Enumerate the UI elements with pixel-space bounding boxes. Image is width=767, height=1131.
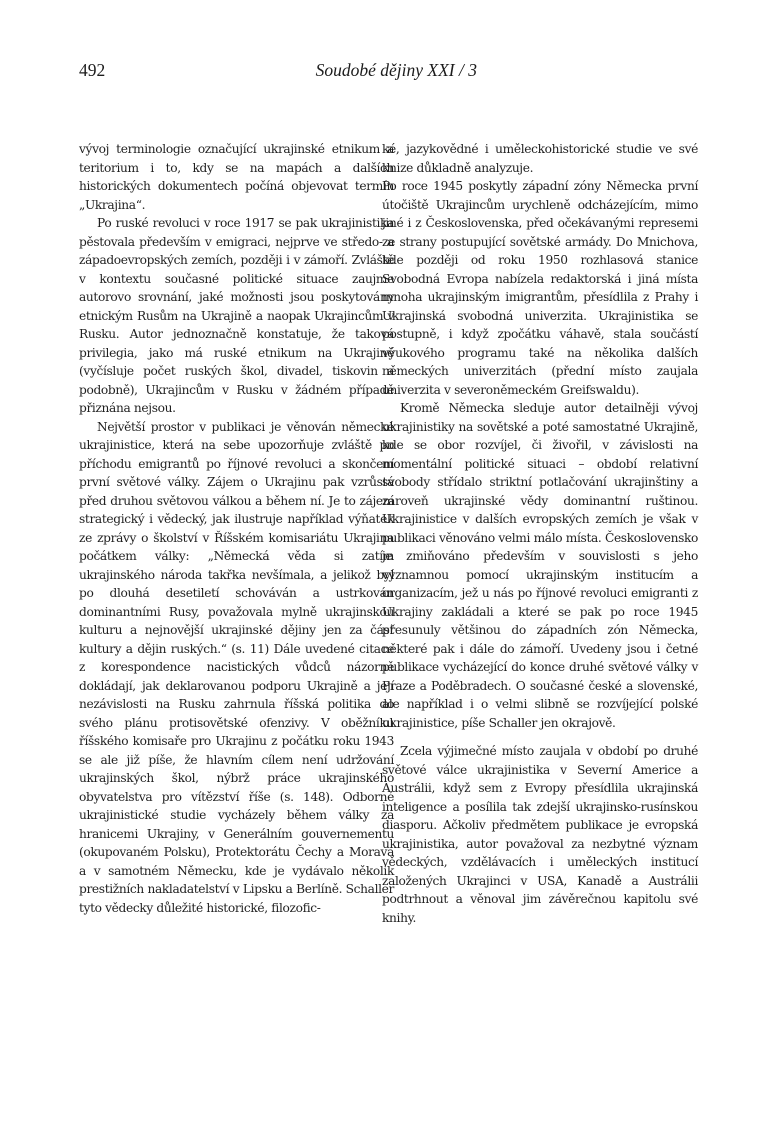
paragraph: Po ruské revoluci v roce 1917 se pak ukrajinistika pěstovala především v emigraci, nejprve ve středo- a západoevropských zemích, později i v zámoří. Zvláště v kontextu současné politické situace zaujme autorovo srovnání, jaké možnosti jsou poskytovány etnickým Rusům na Ukrajině a naopak Ukrajincům v Rusku. Autor jednoznačně konstatuje, že taková privilegia, jako má ruské etnikum na Ukrajině (vyčísluje počet ruských škol, divadel, tiskovin a podobně), Ukrajincům v Rusku v žádném případě přiznána nejsou.	[79, 216, 394, 415]
paragraph: Zcela výjimečné místo zaujala v období po druhé světové válce ukrajinistika v Severní Americe a Austrálii, když sem z Evropy přesídlila ukrajinská inteligence a posílila tak zdejší ukrajinsko-rusínskou diasporu. Ačkoliv předmětem publikace je evropská ukrajinistika, autor považoval za nezbytné význam vědeckých, vzdělávacích i uměleckých institucí založených Ukrajinci v USA, Kanadě a Austrálii podtrhnout a věnoval jim závěrečnou kapitolu své knihy.	[382, 744, 698, 925]
paragraph: Největší prostor v publikaci je věnován německé ukrajinistice, která na sebe upozorňuje zvláště po příchodu emigrantů po říjnové revoluci a skončení první světové války. Zájem o Ukrajinu pak vzrůstá před druhou světovou válkou a během ní. Je to zájem strategický i vědecký, jak ilustruje například výňatek ze zprávy o školství v Říšském komisariátu Ukrajina počátkem války: „Německá věda si zatím ukrajinského národa takřka nevšímala, a jelikož byl po dlouhá desetiletí schováván a ustrkován dominantními Rusy, považovala mylně ukrajinskou kulturu a nejnovější ukrajinské dějiny jen za část kultury a dějin ruských.“ (s. 11) Dále uvedené citace z korespondence nacistických vůdců názorně dokládají, jak deklarovanou podporu Ukrajině a její nezávislosti na Rusku zahrnula říšská politika do svého plánu protisovětské ofenzivy. V oběžníku říšského komisaře pro Ukrajinu z počátku roku 1943 se ale již píše, že hlavním cílem není udržování ukrajinských škol, nýbrž práce ukrajinského obyvatelstva pro vítězství říše (s. 148). Odborné ukrajinistické studie vycházely během války za hranicemi Ukrajiny, v Generálním gouvernementu (okupovaném Polsku), Protektorátu Čechy a Morava a v samotném Německu, kde je vydávalo několik prestižních nakladatelství v Lipsku a Berlíně. Schaller tyto vědecky důležité historické, filozofic-	[79, 419, 394, 915]
running-head	[79, 60, 477, 86]
paragraph: Po roce 1945 poskytly západní zóny Německa první útočiště Ukrajincům urychleně odcházejícím, mimo jiné i z Československa, před očekávanými represemi ze strany postupující sovětské armády. Do Mnichova, kde později od roku 1950 rozhlasová stanice Svobodná Evropa nabízela redaktorská i jiná místa mnoha ukrajinským imigrantům, přesídlila z Prahy i Ukrajinská svobodná univerzita. Ukrajinistika se postupně, i když zpočátku váhavě, stala součástí výukového programu také na několika dalších německých univerzitách (přední místo zaujala univerzita v severoněmeckém Greifswaldu).	[382, 179, 698, 397]
paragraph: ké, jazykovědné i uměleckohistorické studie ve své knize důkladně analyzuje.	[382, 142, 698, 175]
page-number: 492	[79, 60, 106, 80]
journal-title: Soudobé dějiny XXI / 3	[315, 60, 477, 80]
right-column	[382, 140, 698, 927]
paragraph: Kromě Německa sleduje autor detailněji vývoj ukrajinistiky na sovětské a poté samostatné Ukrajině, kde se obor rozvíjel, či živořil, v závislosti na momentální politické situaci – období relativní svobody střídalo striktní potlačování ukrajinštiny a zároveň ukrajinské vědy dominantní ruštinou. Ukrajinistice v dalších evropských zemích je však v publikaci věnováno velmi málo místa. Československo je zmiňováno především v souvislosti s jeho významnou pomocí ukrajinským institucím a organizacím, jež u nás po říjnové revoluci emigranti z Ukrajiny zakládali a které se pak po roce 1945 přesunuly většinou do západních zón Německa, některé pak i dále do zámoří. Uvedeny jsou i četné publikace vycházející do konce druhé světové války v Praze a Poděbradech. O současné české a slovenské, ale například i o velmi slibně se rozvíjející polské ukrajinistice, píše Schaller jen okrajově.	[382, 401, 698, 730]
left-column	[79, 140, 394, 917]
paragraph: vývoj terminologie označující ukrajinské etnikum a teritorium i to, kdy se na mapách a dalších historických dokumentech počíná objevovat termín „Ukrajina“.	[79, 142, 394, 212]
